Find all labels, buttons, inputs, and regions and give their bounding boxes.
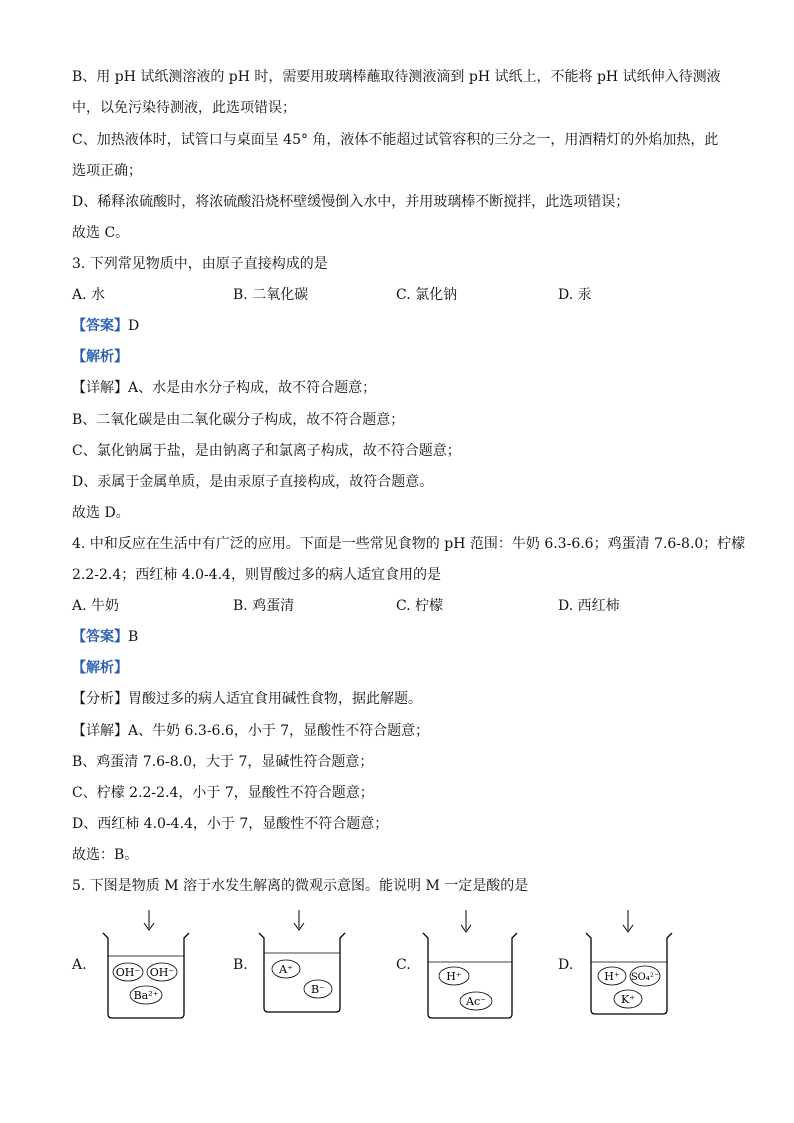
beaker-b-label: B. — [233, 957, 248, 973]
beaker-a-diagram — [100, 908, 190, 1020]
text-line: B、二氧化碳是由二氧化碳分子构成，故不符合题意； — [72, 412, 405, 428]
beaker-b-diagram — [256, 908, 346, 1020]
fenxi-tag: 【分析】 — [72, 691, 128, 707]
detail-text: A、水是由水分子构成，故不符合题意； — [128, 380, 377, 396]
ion-label: OH⁻ — [149, 966, 175, 979]
text-line: D、西红柿 4.0-4.4，小于 7，显酸性不符合题意； — [72, 816, 389, 832]
beaker-c-label: C. — [396, 957, 411, 973]
answer-value: D — [128, 318, 140, 334]
q4-option-a: A. 牛奶 — [72, 598, 120, 614]
q3-option-d: D. 汞 — [558, 287, 592, 303]
text-line: 故选 C。 — [72, 225, 130, 241]
fenxi-text: 胃酸过多的病人适宜食用碱性食物，据此解题。 — [128, 691, 422, 707]
ion-label: A⁺ — [279, 963, 293, 976]
analysis-tag: 【解析】 — [72, 349, 128, 365]
answer-tag: 【答案】 — [72, 629, 128, 645]
detail-tag: 【详解】 — [72, 723, 128, 739]
beaker-a-label: A. — [72, 957, 87, 973]
ion-label: K⁺ — [620, 993, 636, 1006]
q4-option-c: C. 柠檬 — [396, 598, 444, 614]
question-4-stem-cont: 2.2-2.4；西红柿 4.0-4.4，则胃酸过多的病人适宜食用的是 — [72, 567, 441, 583]
q4-option-b: B. 鸡蛋清 — [233, 598, 295, 614]
q4-detail-line — [72, 721, 429, 741]
answer-tag: 【答案】 — [72, 318, 128, 334]
detail-tag: 【详解】 — [72, 380, 128, 396]
text-line: 故选：B。 — [72, 847, 139, 863]
text-line: B、用 pH 试纸测溶液的 pH 时，需要用玻璃棒蘸取待测液滴到 pH 试纸上，不能将 pH 试纸伸入待测液 — [72, 69, 721, 85]
text-line: C、柠檬 2.2-2.4，小于 7，显酸性不符合题意； — [72, 785, 374, 801]
text-line: C、氯化钠属于盐，是由钠离子和氯离子构成，故不符合题意； — [72, 443, 461, 459]
text-line: D、稀释浓硫酸时，将浓硫酸沿烧杯壁缓慢倒入水中，并用玻璃棒不断搅拌，此选项错误； — [72, 194, 630, 210]
text-line: B、鸡蛋清 7.6-8.0，大于 7，显碱性符合题意； — [72, 754, 374, 770]
answer-value: B — [128, 629, 139, 645]
ion-label: B⁻ — [311, 983, 325, 996]
q3-option-a: A. 水 — [72, 287, 106, 303]
analysis-tag: 【解析】 — [72, 660, 128, 676]
q3-answer — [72, 316, 139, 336]
ion-label: Ba²⁺ — [133, 989, 159, 1002]
text-line: D、汞属于金属单质，是由汞原子直接构成，故符合题意。 — [72, 474, 434, 490]
ion-label: OH⁻ — [115, 966, 141, 979]
text-line: C、加热液体时，试管口与桌面呈 45° 角，液体不能超过试管容积的三分之一，用酒精灯的外焰加热，此 — [72, 132, 719, 148]
text-line: 故选 D。 — [72, 505, 130, 521]
question-5-stem: 5. 下图是物质 M 溶于水发生解离的微观示意图。能说明 M 一定是酸的是 — [72, 878, 529, 894]
q4-fenxi-line — [72, 689, 422, 709]
ion-label: H⁺ — [604, 970, 620, 983]
q3-detail-line — [72, 378, 376, 398]
text-line: 选项正确； — [72, 163, 142, 179]
beaker-d-diagram — [583, 908, 673, 1020]
beaker-d-label: D. — [558, 957, 574, 973]
q4-answer — [72, 627, 138, 647]
beaker-c-diagram — [420, 908, 520, 1022]
ion-label: H⁺ — [446, 970, 462, 983]
question-3-stem: 3. 下列常见物质中，由原子直接构成的是 — [72, 256, 328, 272]
q4-option-d: D. 西红柿 — [558, 598, 620, 614]
ion-label: SO₄²⁻ — [630, 972, 660, 983]
ion-label: Ac⁻ — [466, 995, 486, 1008]
detail-text: A、牛奶 6.3-6.6，小于 7，显酸性不符合题意； — [128, 723, 430, 739]
q3-option-b: B. 二氧化碳 — [233, 287, 309, 303]
question-4-stem: 4. 中和反应在生活中有广泛的应用。下面是一些常见食物的 pH 范围：牛奶 6.3-6.6；鸡蛋清 7.6-8.0；柠檬 — [72, 536, 746, 552]
q3-option-c: C. 氯化钠 — [396, 287, 458, 303]
text-line: 中，以免污染待测液，此选项错误； — [72, 100, 296, 116]
